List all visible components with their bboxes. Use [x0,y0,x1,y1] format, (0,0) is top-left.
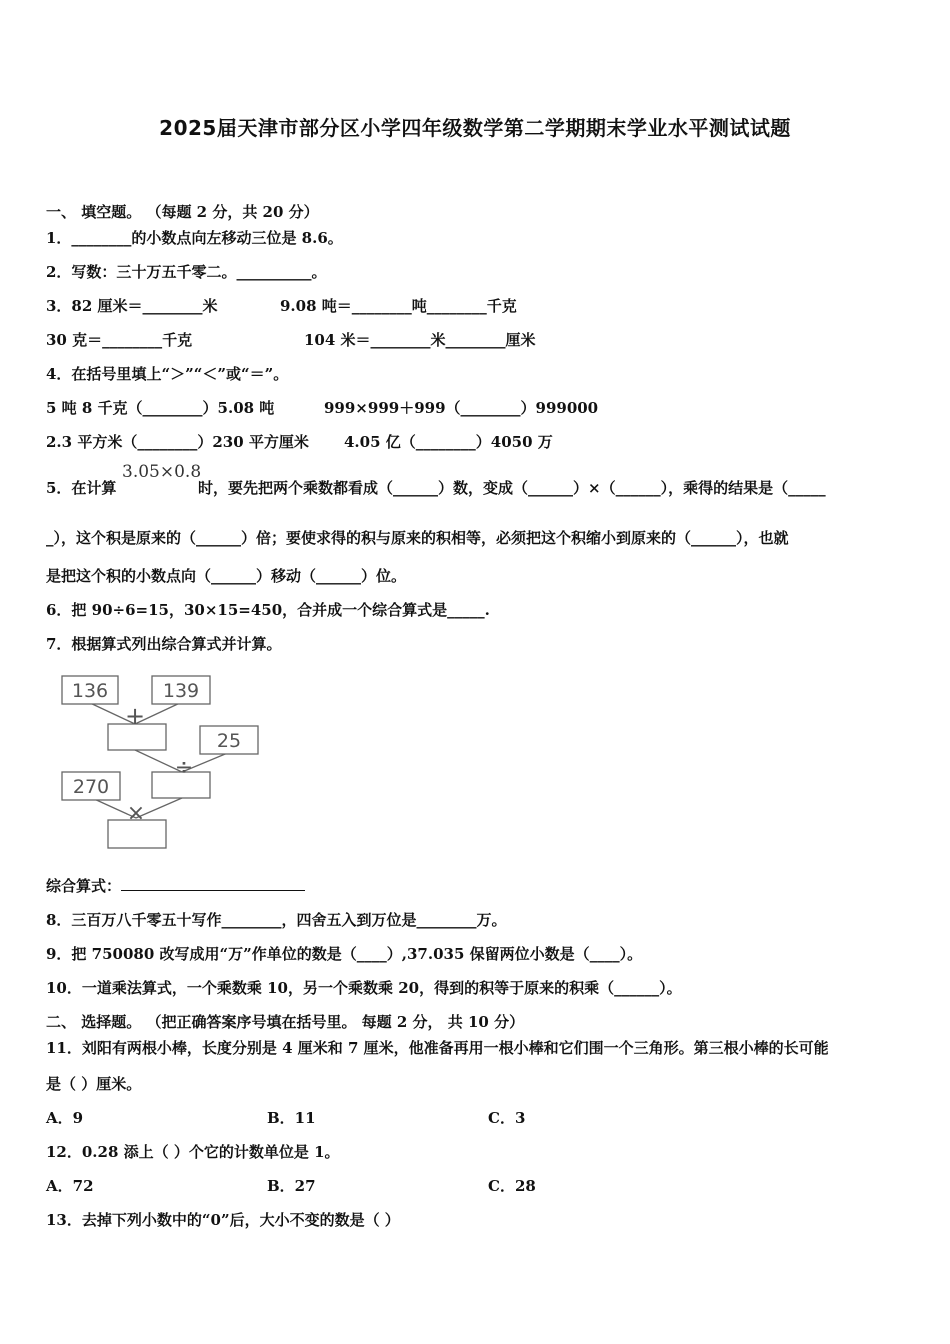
question-7-answer [46,876,305,896]
question-3d: 104 米＝________米________厘米 [304,331,536,349]
question-4a: 5 吨 8 千克（________）5.08 吨 [46,399,275,417]
question-11-option-b: B．11 [267,1109,316,1127]
question-1: 1．________的小数点向左移动三位是 8.6。 [46,229,343,247]
question-5-line2: _），这个积是原来的（______）倍；要使求得的积与原来的积相等，必须把这个积缩小到原来的（______），也就 [46,529,789,547]
question-3b: 9.08 吨＝________吨________千克 [280,297,517,315]
question-10: 10．一道乘法算式，一个乘数乘 10，另一个乘数乘 20，得到的积等于原来的积乘（______）。 [46,979,682,997]
diagram-number-136: 136 [71,680,109,702]
answer-blank [121,876,305,891]
question-7-answer-label: 综合算式： [46,877,122,895]
question-2: 2．写数：三十万五千零二。__________。 [46,263,327,281]
page-title: 2025届天津市部分区小学四年级数学第二学期期末学业水平测试试题 [159,116,791,140]
question-3c: 30 克＝________千克 [46,331,193,349]
question-9: 9．把 750080 改写成用“万”作单位的数是（____）,37.035 保留两位小数是（____）。 [46,945,643,963]
question-13: 13．去掉下列小数中的“0”后，大小不变的数是（ ） [46,1211,400,1229]
question-7-stem: 7．根据算式列出综合算式并计算。 [46,635,282,653]
diagram-operator-plus: + [124,702,146,730]
question-4c: 2.3 平方米（________）230 平方厘米 [46,433,309,451]
diagram-operator-divide: ÷ [174,755,194,780]
question-4b: 999×999＋999（________）999000 [324,399,599,417]
question-3a: 3．82 厘米＝________米 [46,297,218,315]
diagram-number-139: 139 [162,680,200,702]
question-8: 8．三百万八千零五十写作________，四舍五入到万位是________万。 [46,911,507,929]
question-12-option-b: B．27 [267,1177,316,1195]
question-11-option-a: A．9 [46,1109,84,1127]
question-12-stem: 12．0.28 添上（ ）个它的计数单位是 1。 [46,1143,340,1161]
question-4d: 4.05 亿（________）4050 万 [344,433,553,451]
question-6: 6．把 90÷6=15，30×15=450，合并成一个综合算式是_____. [46,601,490,619]
diagram-operator-times: × [126,801,146,826]
question-5-line3: 是把这个积的小数点向（______）移动（______）位。 [46,567,407,585]
question-7-diagram [58,672,268,857]
question-12-option-c: C．28 [488,1177,536,1195]
question-11-option-c: C．3 [488,1109,526,1127]
section2-header: 二、 选择题。 （把正确答案序号填在括号里。 每题 2 分， 共 10 分） [46,1013,525,1031]
question-5-prefix: 5．在计算 [46,479,117,497]
question-11-line1: 11．刘阳有两根小棒，长度分别是 4 厘米和 7 厘米，他准备再用一根小棒和它们围一个三角形。第三根小棒的长可能 [46,1039,829,1057]
question-12-option-a: A．72 [46,1177,94,1195]
diagram-number-270: 270 [72,776,110,798]
question-4-stem: 4．在括号里填上“＞”“＜”或“＝”。 [46,365,289,383]
question-11-line2: 是（ ）厘米。 [46,1075,142,1093]
question-5-expression: 3.05×0.8 [122,462,202,482]
question-5-line1: 时，要先把两个乘数都看成（______）数，变成（______）×（______），乘得的结果是（_____ [198,479,826,497]
diagram-number-25: 25 [216,730,242,752]
section1-header: 一、 填空题。 （每题 2 分，共 20 分） [46,203,319,221]
